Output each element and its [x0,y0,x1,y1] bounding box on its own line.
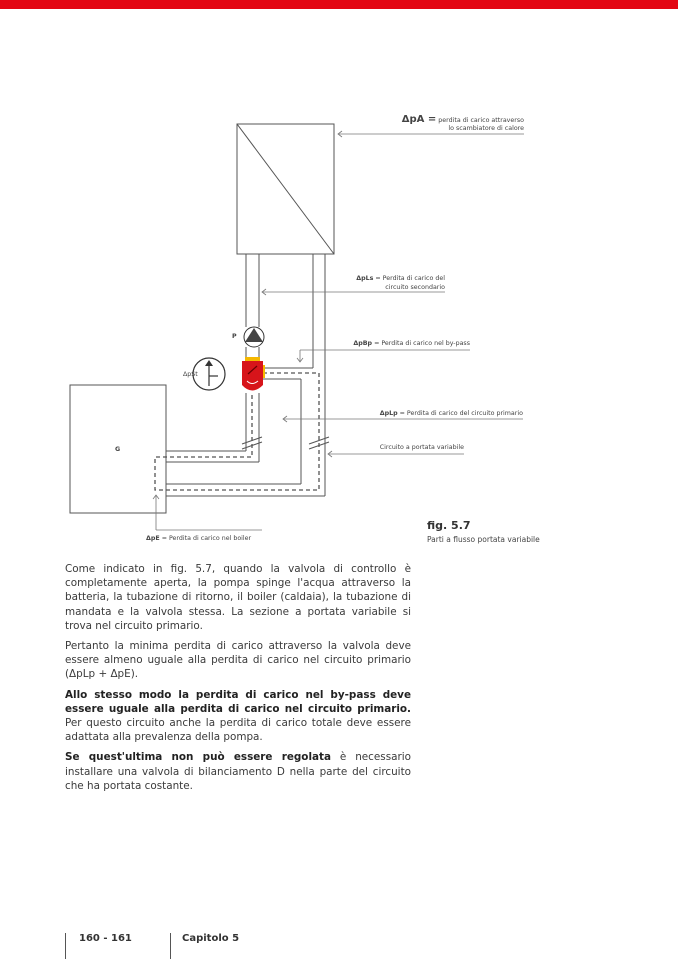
footer-divider-2 [170,933,171,959]
figure-number: fig. 5.7 [427,519,471,532]
dpE-text: = Perdita di carico nel boiler [161,535,252,542]
chapter-label: Capitolo 5 [182,933,240,944]
label-dpA [380,114,524,132]
variable-flow-path [155,373,319,490]
footer-divider [65,933,66,959]
paragraph-4-bold: Se quest'ultima non può essere regolata [65,751,331,764]
pump-label: P [232,333,237,340]
paragraph-4-rest: è necessario installare una valvola di bilanciamento D nella parte del circuito che ha portata costante. [65,751,411,792]
paragraph-3-bold: Allo stesso modo la perdita di carico nel by-pass deve essere uguale alla perdita di carico nel circuito primario. [65,688,411,715]
label-dpE [146,535,251,542]
label-dpBp [300,340,470,347]
paragraph-2: Pertanto la minima perdita di carico attraverso la valvola deve essere almeno uguale alla perdita di carico nel circuito primario (ΔpLp + ΔpE). [65,640,411,681]
heat-exchanger-diagonal [237,124,334,254]
paragraph-3 [65,688,411,745]
dpE-symbol: ΔpE [146,535,160,542]
dpA-text-2: lo scambiatore di calore [448,125,524,132]
pump-icon [244,327,264,347]
label-variable-circuit: Circuito a portata variabile [379,444,464,451]
dpBp-text: = Perdita di carico nel by-pass [374,340,470,347]
dpLs-text: = Perdita di carico del [375,275,445,282]
label-dpLp [330,410,523,417]
dpLp-symbol: ΔpLp [379,410,398,417]
dpA-symbol: ΔpA = [401,114,437,125]
dpLs-text-2: circuito secondario [385,284,445,291]
page-numbers: 160 - 161 [79,933,132,944]
dpA-text: perdita di carico attraverso [438,117,524,124]
figure-caption: Parti a flusso portata variabile [427,535,540,544]
dpLp-text: = Perdita di carico del circuito primario [399,410,523,417]
paragraph-3-rest: Per questo circuito anche la perdita di carico totale deve essere adattata alla prevalenza della pompa. [65,717,411,744]
dpSt-label: ΔpSt [183,371,198,378]
control-valve-icon [242,357,265,391]
boiler-label: G [115,446,121,453]
paragraph-1: Come indicato in fig. 5.7, quando la valvola di controllo è completamente aperta, la pompa spinge l'acqua attraverso la batteria, la tubazione di ritorno, il boiler (caldaia), la tubazione di mandata e la valvola stessa. La sezione a portata variabile si trova nel circuito primario. [65,563,411,632]
label-dpLs [300,274,445,292]
body-text [65,562,411,799]
dpBp-symbol: ΔpBp [353,340,373,347]
paragraph-4 [65,750,411,793]
dpLs-symbol: ΔpLs [356,275,374,282]
